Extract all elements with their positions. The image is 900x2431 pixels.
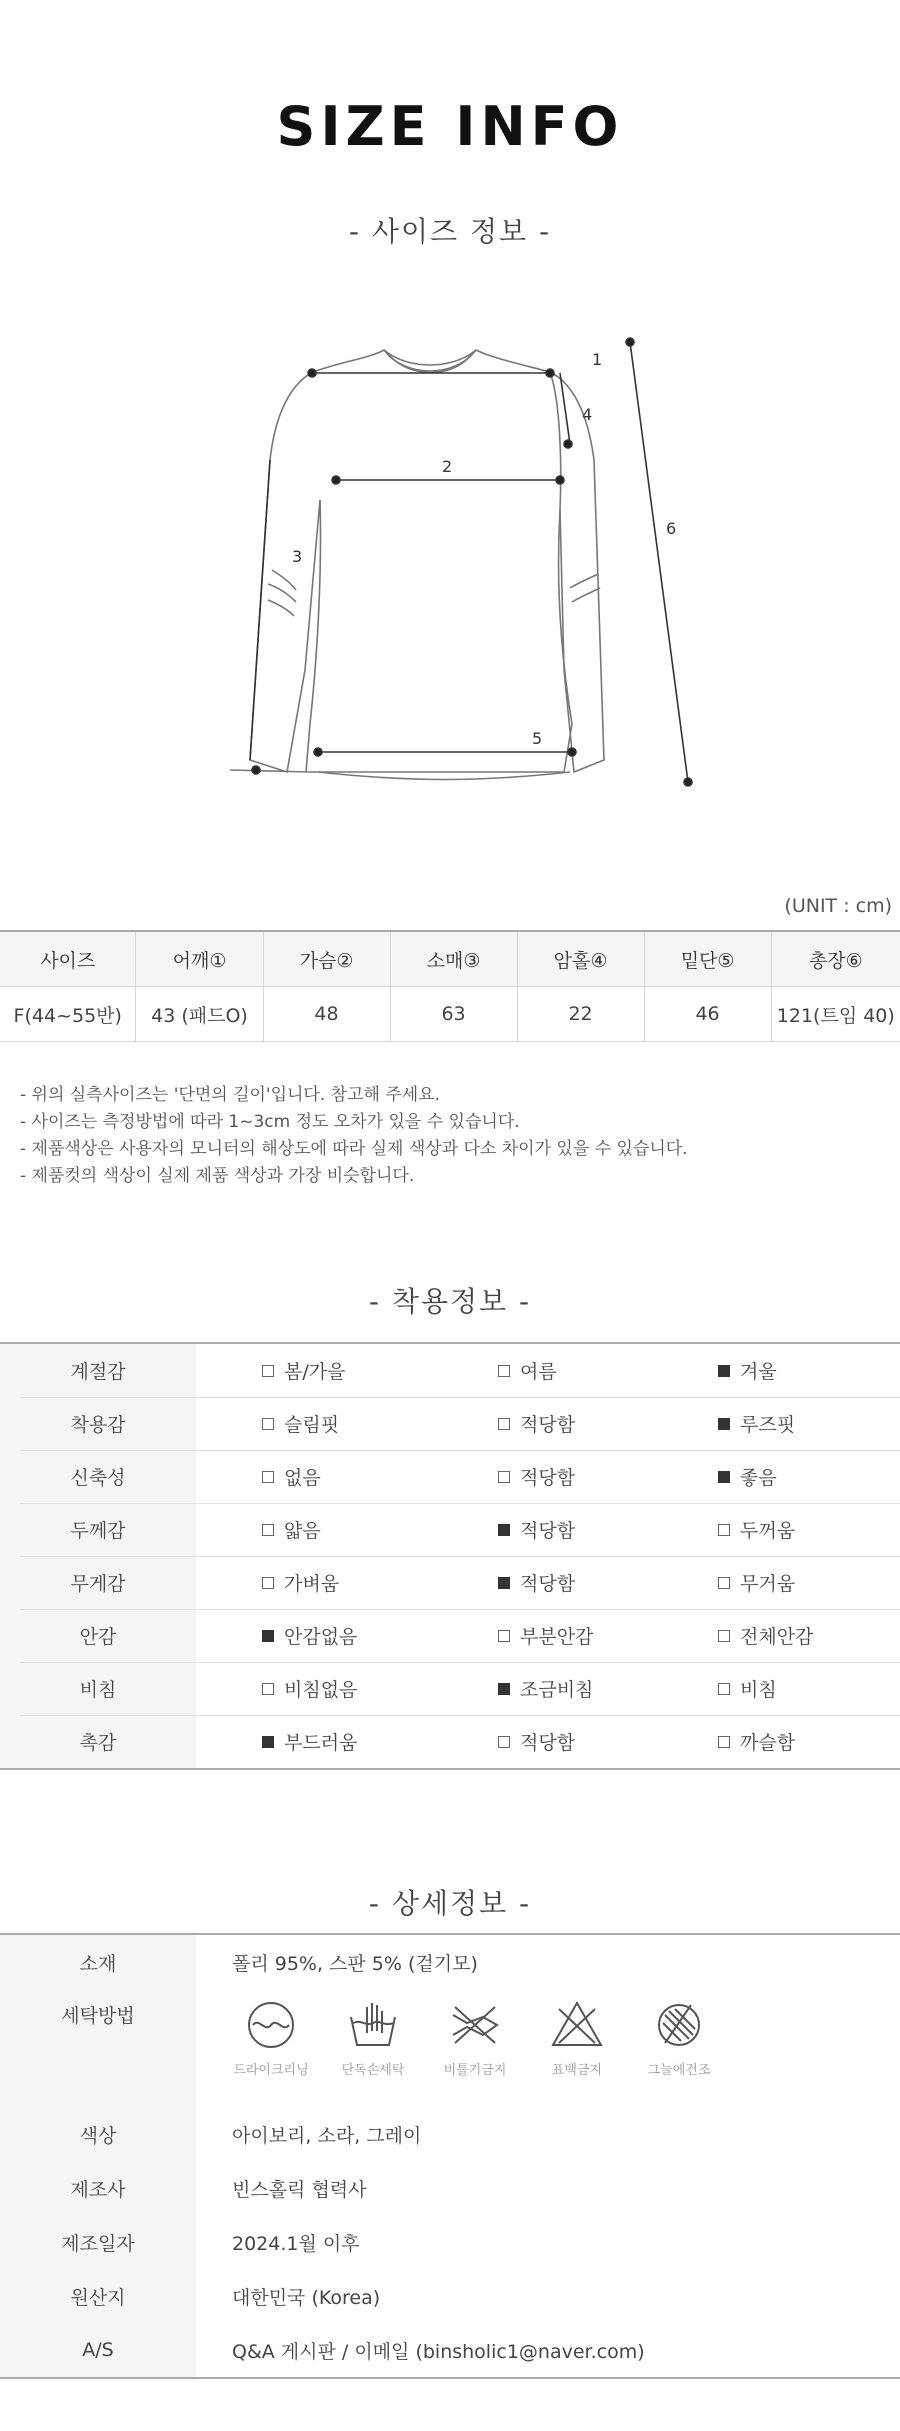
wash-label: 표백금지 [551, 2063, 603, 2078]
fit-option-label: 슬림핏 [284, 1414, 340, 1436]
fit-label: 비침 [0, 1662, 196, 1715]
unchecked-box-icon [718, 1683, 730, 1695]
material-value: 폴리 95%, 스판 5% (겉기모) [232, 1952, 478, 1975]
fit-option [498, 1728, 575, 1755]
fit-option [498, 1463, 575, 1490]
detail-row-date [0, 2215, 900, 2269]
detail-row-color [0, 2107, 900, 2161]
fit-row [0, 1556, 900, 1609]
fit-option [498, 1516, 575, 1543]
size-table [0, 930, 900, 1042]
checked-box-icon [262, 1736, 274, 1748]
fit-option-label: 적당함 [520, 1520, 576, 1542]
fit-row [0, 1450, 900, 1503]
fit-option [718, 1728, 795, 1755]
wash-icons [196, 1989, 724, 2078]
notes [20, 1082, 688, 1190]
unchecked-box-icon [498, 1471, 510, 1483]
wash-item [430, 1997, 520, 2078]
fit-option [718, 1516, 795, 1543]
fit-label: 무게감 [0, 1556, 196, 1609]
fit-option [498, 1675, 593, 1702]
fit-option [262, 1410, 339, 1437]
detail-label: 제조사 [0, 2161, 196, 2215]
checked-box-icon [262, 1630, 274, 1642]
fit-option-label: 겨울 [740, 1361, 777, 1383]
fit-option-label: 무거움 [740, 1573, 796, 1595]
unchecked-box-icon [498, 1736, 510, 1748]
wash-label: 드라이크리닝 [233, 2063, 309, 2078]
fit-option-label: 부드러움 [284, 1732, 358, 1754]
as-value: Q&A 게시판 / 이메일 (binsholic1@naver.com) [232, 2340, 645, 2363]
cell-size: F(44~55반) [0, 987, 136, 1042]
cell-hem: 46 [644, 987, 771, 1042]
unchecked-box-icon [718, 1577, 730, 1589]
table-row [0, 987, 900, 1042]
unchecked-box-icon [262, 1577, 274, 1589]
checked-box-icon [718, 1418, 730, 1430]
fit-option-label: 없음 [284, 1467, 321, 1489]
fit-option-label: 전체안감 [740, 1626, 814, 1648]
fit-option [262, 1622, 357, 1649]
unchecked-box-icon [718, 1630, 730, 1642]
fit-option-label: 까슬함 [740, 1732, 796, 1754]
fit-option-label: 적당함 [520, 1573, 576, 1595]
diagram-label-1: 1 [592, 350, 603, 369]
fit-option-label: 좋음 [740, 1467, 777, 1489]
detail-label: 원산지 [0, 2269, 196, 2323]
fit-option-label: 안감없음 [284, 1626, 358, 1648]
diagram-label-3: 3 [292, 547, 303, 566]
fit-label: 착용감 [0, 1397, 196, 1450]
wash-item [634, 1997, 724, 2078]
unit-label: (UNIT : cm) [784, 895, 892, 917]
diagram-label-4: 4 [582, 405, 593, 424]
checked-box-icon [498, 1524, 510, 1536]
no-bleach-icon [549, 1997, 605, 2053]
fit-option [262, 1569, 339, 1596]
fit-option-label: 조금비침 [520, 1679, 594, 1701]
fit-label: 촉감 [0, 1715, 196, 1768]
fit-option [718, 1569, 795, 1596]
fit-info-title: - 착용정보 - [368, 1285, 532, 1318]
page-title: SIZE INFO [276, 95, 624, 158]
diagram-label-5: 5 [532, 729, 543, 748]
detail-label: 색상 [0, 2107, 196, 2161]
note-line: - 사이즈는 측정방법에 따라 1~3cm 정도 오차가 있을 수 있습니다. [20, 1112, 520, 1132]
fit-row [0, 1503, 900, 1556]
cell-shoulder: 43 (패드O) [136, 987, 263, 1042]
wash-item [226, 1997, 316, 2078]
checked-box-icon [718, 1365, 730, 1377]
checked-box-icon [718, 1471, 730, 1483]
size-table-header [0, 931, 900, 987]
fit-option [718, 1675, 777, 1702]
cell-armhole: 22 [517, 987, 644, 1042]
cell-chest: 48 [263, 987, 390, 1042]
wash-item [532, 1997, 622, 2078]
detail-table [0, 1933, 900, 2379]
fit-label: 안감 [0, 1609, 196, 1662]
fit-option [498, 1622, 593, 1649]
fit-option [262, 1463, 321, 1490]
fit-option-label: 여름 [520, 1361, 557, 1383]
fit-option-label: 가벼움 [284, 1573, 340, 1595]
unchecked-box-icon [718, 1524, 730, 1536]
unchecked-box-icon [262, 1471, 274, 1483]
detail-row-origin [0, 2269, 900, 2323]
unchecked-box-icon [262, 1524, 274, 1536]
fit-row [0, 1662, 900, 1715]
detail-row-material [0, 1935, 900, 1989]
garment-diagram [230, 320, 710, 800]
col-hem: 밑단⑤ [644, 931, 771, 987]
fit-label: 계절감 [0, 1344, 196, 1397]
fit-option-label: 봄/가을 [284, 1361, 346, 1383]
fit-label: 두께감 [0, 1503, 196, 1556]
fit-label: 신축성 [0, 1450, 196, 1503]
wash-label: 그늘에건조 [647, 2063, 711, 2078]
note-line: - 제품컷의 색상이 실제 제품 색상과 가장 비슷합니다. [20, 1166, 415, 1186]
detail-label: A/S [0, 2323, 196, 2377]
fit-option [262, 1728, 357, 1755]
fit-option [718, 1463, 777, 1490]
hand-wash-icon [345, 1997, 401, 2053]
fit-option-label: 적당함 [520, 1732, 576, 1754]
fit-option-label: 적당함 [520, 1414, 576, 1436]
shade-dry-icon [651, 1997, 707, 2053]
note-line: - 제품색상은 사용자의 모니터의 해상도에 따라 실제 색상과 다소 차이가 있을 수 있습니다. [20, 1139, 688, 1159]
cell-sleeve: 63 [390, 987, 517, 1042]
no-wring-icon [447, 1997, 503, 2053]
maker-value: 빈스홀릭 협력사 [232, 2178, 367, 2201]
detail-label: 세탁방법 [0, 1989, 196, 2107]
unchecked-box-icon [262, 1683, 274, 1695]
wash-item [328, 1997, 418, 2078]
fit-row [0, 1715, 900, 1768]
fit-option-label: 루즈핏 [740, 1414, 796, 1436]
fit-option [262, 1675, 357, 1702]
fit-option [498, 1569, 575, 1596]
checked-box-icon [498, 1683, 510, 1695]
col-chest: 가슴② [263, 931, 390, 987]
cell-length: 121(트임 40) [771, 987, 900, 1042]
fit-row [0, 1609, 900, 1662]
date-value: 2024.1월 이후 [232, 2232, 360, 2255]
col-length: 총장⑥ [771, 931, 900, 987]
fit-option-label: 얇음 [284, 1520, 321, 1542]
unchecked-box-icon [718, 1736, 730, 1748]
detail-row-wash [0, 1989, 900, 2107]
detail-label: 소재 [0, 1935, 196, 1989]
diagram-label-6: 6 [666, 519, 677, 538]
note-line: - 위의 실측사이즈는 '단면의 길이'입니다. 참고해 주세요. [20, 1085, 440, 1105]
unchecked-box-icon [498, 1365, 510, 1377]
fit-option [262, 1516, 321, 1543]
wash-label: 비틀기금지 [443, 2063, 507, 2078]
unchecked-box-icon [262, 1365, 274, 1377]
fit-row [0, 1344, 900, 1397]
diagram-label-2: 2 [442, 457, 453, 476]
origin-value: 대한민국 (Korea) [232, 2286, 381, 2309]
color-value: 아이보리, 소라, 그레이 [232, 2124, 422, 2147]
col-shoulder: 어깨① [136, 931, 263, 987]
wash-label: 단독손세탁 [341, 2063, 405, 2078]
detail-info-title: - 상세정보 - [368, 1887, 532, 1920]
detail-row-maker [0, 2161, 900, 2215]
dry-clean-icon [243, 1997, 299, 2053]
col-size: 사이즈 [0, 931, 136, 987]
col-sleeve: 소매③ [390, 931, 517, 987]
detail-row-as [0, 2323, 900, 2377]
fit-option-label: 두꺼움 [740, 1520, 796, 1542]
fit-table [0, 1342, 900, 1770]
unchecked-box-icon [498, 1418, 510, 1430]
fit-option [718, 1357, 777, 1384]
fit-option [498, 1410, 575, 1437]
checked-box-icon [498, 1577, 510, 1589]
fit-option-label: 부분안감 [520, 1626, 594, 1648]
fit-option-label: 비침없음 [284, 1679, 358, 1701]
fit-option [262, 1357, 345, 1384]
fit-option [498, 1357, 557, 1384]
fit-option [718, 1410, 795, 1437]
fit-row [0, 1397, 900, 1450]
unchecked-box-icon [262, 1418, 274, 1430]
fit-option [718, 1622, 813, 1649]
fit-option-label: 적당함 [520, 1467, 576, 1489]
detail-label: 제조일자 [0, 2215, 196, 2269]
size-info-subtitle: - 사이즈 정보 - [348, 215, 552, 248]
unchecked-box-icon [498, 1630, 510, 1642]
fit-option-label: 비침 [740, 1679, 777, 1701]
col-armhole: 암홀④ [517, 931, 644, 987]
